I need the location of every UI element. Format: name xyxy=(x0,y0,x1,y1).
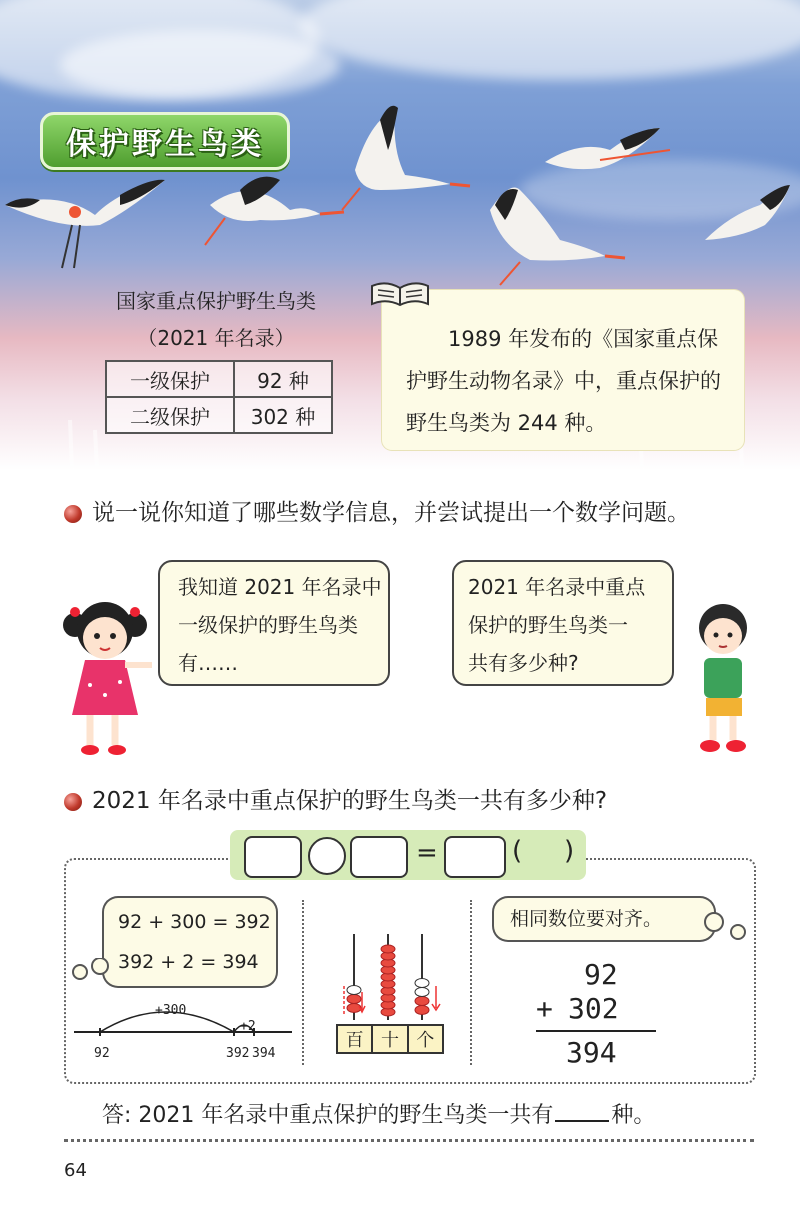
sum-line xyxy=(536,1030,656,1032)
lesson-title: 保护野生鸟类 xyxy=(66,127,264,162)
tick-label-92: 92 xyxy=(94,1046,110,1061)
equation-template xyxy=(230,830,586,880)
mental-math-line1: 92 + 300 = 392 xyxy=(118,911,271,933)
place-label-ones: 个 xyxy=(416,1030,435,1051)
jump-label-2: +2 xyxy=(240,1019,256,1034)
crane-3-icon xyxy=(342,106,470,210)
method-divider-2 xyxy=(470,900,472,1065)
table-caption-line2: （2021 年名录） xyxy=(137,326,295,350)
crane-2-icon xyxy=(205,177,344,245)
equation-blank-1[interactable] xyxy=(244,836,302,878)
answer-suffix: 种。 xyxy=(611,1103,656,1128)
crane-1-icon xyxy=(5,180,165,268)
table-cell-level: 二级保护 xyxy=(106,397,234,433)
thought-dots-icon xyxy=(704,908,750,944)
table-cell-count: 92 种 xyxy=(234,361,332,397)
counting-frame xyxy=(332,928,444,1020)
protection-table xyxy=(105,360,333,434)
crane-5-icon xyxy=(490,188,625,286)
girl-bubble-line3: 有…… xyxy=(178,651,238,675)
lesson-title-badge xyxy=(40,112,290,170)
mental-math-bubble xyxy=(104,898,276,986)
bullet-icon xyxy=(64,505,82,523)
operator-blank-circle[interactable] xyxy=(308,837,346,875)
vertical-operator: + xyxy=(536,992,553,1025)
equals-sign: = xyxy=(416,838,438,868)
vertical-sum: 394 xyxy=(566,1036,617,1069)
equation-blank-2[interactable] xyxy=(350,836,408,878)
unit-open-paren: ( xyxy=(512,836,523,866)
tick-label-394: 394 xyxy=(252,1046,276,1061)
table-cell-count: 302 种 xyxy=(234,397,332,433)
place-label-hundreds: 百 xyxy=(338,1026,373,1052)
table-cell-level: 一级保护 xyxy=(106,361,234,397)
open-book-icon xyxy=(368,278,432,308)
girl-bubble-line1: 我知道 2021 年名录中 xyxy=(178,575,382,599)
boy-bubble-line3: 共有多少种? xyxy=(468,651,579,675)
jump-label-300: +300 xyxy=(155,1003,187,1018)
girl-speech-bubble xyxy=(158,560,390,686)
girl-bubble-line2: 一级保护的野生鸟类 xyxy=(178,613,358,637)
place-value-labels xyxy=(336,1024,444,1054)
boy-character xyxy=(688,600,758,760)
prompt-2-text: 2021 年名录中重点保护的野生鸟类一共有多少种? xyxy=(92,788,608,814)
mental-math-line2: 392 + 2 = 394 xyxy=(118,951,259,973)
unit-close-paren: ) xyxy=(564,836,575,866)
prompt-1-text: 说一说你知道了哪些数学信息，并尝试提出一个数学问题。 xyxy=(92,500,690,526)
info-note-text: 1989 年发布的《国家重点保护野生动物名录》中，重点保护的野生鸟类为 244 种。 xyxy=(406,327,721,435)
place-label-tens: 十 xyxy=(373,1026,408,1052)
prompt-2 xyxy=(64,782,784,815)
method-divider-1 xyxy=(302,900,304,1065)
info-note-card xyxy=(382,290,744,450)
girl-character xyxy=(60,590,160,765)
vertical-addend-top: 92 xyxy=(584,958,618,991)
crane-6-icon xyxy=(705,185,790,240)
answer-blank[interactable] xyxy=(555,1120,609,1122)
answer-line xyxy=(102,1098,655,1129)
table-row xyxy=(106,397,332,433)
boy-bubble-line1: 2021 年名录中重点 xyxy=(468,575,646,599)
boy-speech-bubble xyxy=(452,560,674,686)
footer-divider xyxy=(64,1139,754,1142)
boy-bubble-line2: 保护的野生鸟类一 xyxy=(468,613,628,637)
equation-result-blank[interactable] xyxy=(444,836,506,878)
table-caption-line1: 国家重点保护野生鸟类 xyxy=(116,289,316,313)
thought-dots-icon xyxy=(72,958,112,984)
vertical-addend-bottom: 302 xyxy=(568,992,619,1025)
page-number: 64 xyxy=(64,1160,87,1181)
bullet-icon xyxy=(64,793,82,811)
alignment-tip-text: 相同数位要对齐。 xyxy=(510,908,663,930)
answer-prefix: 答: 2021 年名录中重点保护的野生鸟类一共有 xyxy=(102,1103,554,1128)
crane-4-icon xyxy=(545,128,670,169)
prompt-1 xyxy=(64,494,784,527)
table-row xyxy=(106,361,332,397)
tick-label-392: 392 xyxy=(226,1046,250,1061)
alignment-tip-bubble xyxy=(494,898,714,940)
